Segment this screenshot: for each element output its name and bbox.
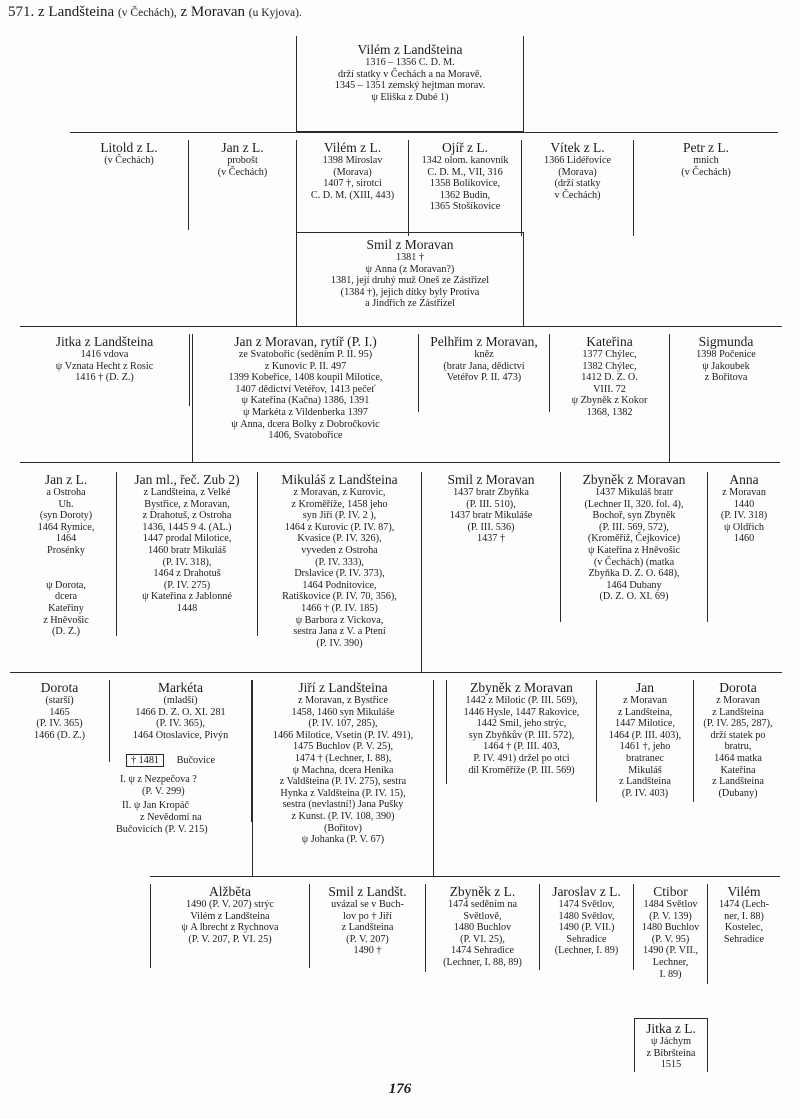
person-details: ψ Jáchym z Bibršteina 1515 — [646, 1036, 696, 1071]
person-name: Petr z L. — [682, 140, 730, 155]
person-name: Vilém z L. — [323, 140, 382, 155]
person-details: uvázal se v Buch- lov po † Jiří z Landšteina (P. V. 207) 1490 † — [331, 899, 404, 957]
person-box-dorota-starsi — [10, 680, 110, 762]
person-box-jan-ostroha — [20, 472, 112, 672]
person-box-smil-1437 — [422, 472, 560, 562]
marketa-marriage-2-ref — [116, 824, 208, 836]
person-name: Smil z Landšt. — [328, 884, 407, 899]
person-name: Jitka z L. — [646, 1021, 696, 1036]
person-name: Anna — [729, 472, 759, 487]
person-details: 1474 (Lech- ner, I. 88) Kostelec, Sehradice — [718, 899, 770, 945]
marriage-ref: Bučovicích (P. V. 215) — [116, 824, 208, 835]
person-details: z Moravan z Landšteina, 1447 Milotice, 1464 (P. III. 403), 1461 †, jeho bratranec Mikuláš z Landšteina (P. IV. 403) — [608, 695, 682, 799]
person-name: Mikuláš z Landšteina — [281, 472, 398, 487]
person-details: 1377 Chýlec, 1382 Chýlec, 1412 D. Z. O. VIII. 72 ψ Zbyněk z Kokor 1368, 1382 — [571, 349, 648, 418]
person-box-zbynek-1442 — [446, 680, 596, 784]
person-box-vilem-z-landsteina — [296, 36, 524, 132]
person-box-mikulas — [258, 472, 422, 672]
person-box-anna — [708, 472, 780, 572]
person-box-jaroslav — [540, 884, 634, 970]
person-details: mnich (v Čechách) — [681, 155, 731, 178]
person-name: Alžběta — [209, 884, 251, 899]
person-details: 1437 Mikuláš bratr (Lechner II, 320. fol. 4), Bochoř, syn Zbyněk (P. III. 569, 572), (Kroměříž, Čejkovice) ψ Kateřina z Hněvošic (v Čechách) (matka Zbyňka D. Z. O. 648), 1464 Dubany (D. Z. O. XI. 69) — [584, 487, 684, 603]
person-details: ze Svatobořic (seděním P. II. 95) z Kunovic P. II. 497 1399 Kobeřice, 1408 koupil Milotice, 1407 dědictví Vetéřov, 1413 pečeť ψ Kateřina (Kačna) 1386, 1391 ψ Markéta z Vildenberka 1397 ψ Anna, dcera Bolky z Dobročkovic 1406, Svatobořice — [228, 349, 383, 442]
person-details: z Landšteina, z Velké Bystřice, z Moravan, z Drahotuš, z Ostroha 1436, 1445 9 4. (AL.) 1447 prodal Milotice, 1460 bratr Mikuláš (P. IV. 318), 1464 z Drahotuš (P. IV. 275) ψ Kateřina z Jablonné 1448 — [142, 487, 232, 614]
page-heading — [8, 4, 302, 21]
person-name: Zbyněk z Moravan — [582, 472, 686, 487]
person-name: Smil z Moravan — [366, 237, 454, 252]
person-name: Smil z Moravan — [447, 472, 535, 487]
person-details: 1490 (P. V. 207) strýc Vilém z Landšteina ψ A lbrecht z Rychnova (P. V. 207, P. VI. 25) — [181, 899, 279, 945]
person-box-vitek — [522, 140, 634, 236]
person-details: 1342 olom. kanovník C. D. M., VII, 316 1358 Bolíkovice, 1362 Budin, 1365 Stošíkovice — [421, 155, 509, 213]
person-name: Jan z L. — [44, 472, 88, 487]
person-details: z Moravan z Landšteina (P. IV. 285, 287), drží statek po bratru, 1464 matka Kateřina z Landšteina (Dubany) — [703, 695, 773, 799]
person-details: probošt (v Čechách) — [217, 155, 268, 178]
person-name: Jan — [636, 680, 654, 695]
person-box-katerina — [550, 334, 670, 462]
person-details: 1442 z Milotic (P. III. 569), 1446 Hysle, 1447 Rakovice, 1442 Smil, jeho strýc, syn Zbyňkův (P. III. 572), 1464 † (P. III. 403, P. IV. 491) držel po otci díl Kroměříže (P. III. 569) — [463, 695, 580, 776]
marketa-marriage-1-ref — [142, 786, 185, 798]
connector-line — [150, 876, 780, 877]
person-details: 1474 seděním na Světlově, 1480 Buchlov (P. VI. 25), 1474 Sehradice (Lechner, I. 88, 89) — [443, 899, 522, 968]
person-name: Litold z L. — [100, 140, 158, 155]
marketa-marriage-2 — [122, 800, 189, 812]
person-box-ojir — [408, 140, 522, 236]
person-details: (mladší) 1466 D. Z. O. XI. 281 (P. IV. 365), 1464 Otoslavice, Pivýn — [132, 695, 229, 741]
person-details: z Moravan, z Kurovic, z Kroměříže, 1458 jeho syn Jiří (P. IV. 2 ), 1464 z Kurovic (P. IV. 87), Kvasice (P. IV. 326), vyveden z Ostroha (P. IV. 333), Drslavice (P. IV. 373), 1464 Podnitovice, Ratiškovice (P. IV. 70, 356), 1466 † (P. IV. 185) ψ Barbora z Vickova, sestra Jana z V. a Ptení (P. IV. 390) — [282, 487, 397, 649]
family-name-1: z Landšteina — [38, 4, 115, 20]
person-details: (v Čechách) — [104, 155, 154, 166]
person-name: Jiří z Landšteina — [298, 680, 388, 695]
person-box-dorota-1464 — [694, 680, 782, 802]
person-box-smil-1381 — [296, 232, 524, 326]
person-box-jitka-1515 — [634, 1018, 708, 1072]
person-box-petr — [634, 140, 778, 200]
person-details: 1398 Miroslav (Morava) 1407 †, sirotci C. D. M. (XIII, 443) — [310, 155, 395, 201]
person-box-pelhrim — [418, 334, 550, 412]
person-box-jitka — [20, 334, 190, 406]
marriage-ref: (P. V. 299) — [142, 786, 185, 797]
person-name: Markéta — [158, 680, 203, 695]
person-box-sigmunda — [670, 334, 782, 404]
person-name: Kateřina — [586, 334, 633, 349]
person-name: Jitka z Landšteina — [55, 334, 154, 349]
page-number: 176 — [388, 1081, 412, 1097]
person-box-jan-1447 — [596, 680, 694, 802]
death-place: Bučovice — [176, 755, 216, 766]
person-name: Sigmunda — [698, 334, 754, 349]
marriage-line: z Nevědomí na — [140, 812, 202, 823]
person-details: (starší) 1465 (P. IV. 365) 1466 (D. Z.) — [34, 695, 85, 741]
person-name: Vilém z Landšteina — [357, 42, 463, 57]
person-box-vilem-gen2 — [296, 140, 408, 232]
marketa-marriage-2-place — [140, 812, 202, 824]
marriage-line: II. ψ Jan Kropáč — [122, 800, 189, 811]
person-name: Dorota — [40, 680, 79, 695]
family-place-1: (v Čechách), — [117, 7, 177, 19]
connector-line — [20, 462, 780, 463]
person-box-vilem-1474 — [708, 884, 780, 964]
person-details: 1316 – 1356 C. D. M. drží statky v Čechách a na Moravě. 1345 – 1351 zemský hejtman morav. ψ Eliška z Dubé 1) — [334, 57, 486, 103]
person-name: Jan z Moravan, rytíř (P. I.) — [234, 334, 377, 349]
marriage-line: I. ψ z Nezpečova ? — [120, 774, 197, 785]
person-details: 1398 Počenice ψ Jakoubek z Bořitova — [696, 349, 756, 384]
person-name: Jan ml., řeč. Zub 2) — [134, 472, 240, 487]
person-box-jan-zub — [116, 472, 258, 636]
person-name: Ojíř z L. — [441, 140, 489, 155]
person-details: kněz (bratr Jana, dědictví Vetéřov P. II. 473) — [443, 349, 525, 384]
person-details: a Ostroha Uh. (syn Doroty) 1464 Rymice, 1464 Prosénky ψ Dorota, dcera Kateřiny z Hněvošic (D. Z.) — [37, 487, 95, 638]
person-details: 1474 Světlov, 1480 Světlov, 1490 (P. VII.) Sehradice (Lechner, I. 89) — [554, 899, 619, 957]
person-name: Ctibor — [653, 884, 688, 899]
connector-line — [20, 326, 782, 327]
table-number: 571. — [8, 4, 35, 20]
person-box-smil-landst — [310, 884, 426, 972]
person-box-jan-rytir — [192, 334, 418, 462]
person-box-litold — [70, 140, 188, 200]
marketa-death-mark — [126, 755, 215, 767]
person-name: Zbyněk z Moravan — [470, 680, 573, 695]
person-name: Jaroslav z L. — [552, 884, 621, 899]
connector-line — [70, 132, 778, 133]
person-box-zbynek-1437 — [560, 472, 708, 622]
person-box-jiri — [252, 680, 434, 876]
person-name: Zbyněk z L. — [449, 884, 516, 899]
person-name: Vítek z L. — [550, 140, 605, 155]
family-place-2: (u Kyjova). — [248, 7, 302, 19]
family-name-2: z Moravan — [180, 4, 246, 20]
person-box-ctibor — [634, 884, 708, 984]
person-details: z Moravan 1440 (P. IV. 318) ψ Oldřich 1460 — [720, 487, 768, 545]
connector-line — [10, 672, 782, 673]
person-details: z Moravan, z Bystřice 1458, 1460 syn Mikuláše (P. IV. 107, 285), 1466 Milotice, Vsetín (P. IV. 491), 1475 Buchlov (P. V. 25), 1474 † (Lechner, I. 88), ψ Machna, dcera Henika z Valdšteina (P. IV. 275), sestra Hynka z Valdšteina (P. IV. 15), sestra (nevlastní!) Jana Pušky z Kunst. (P. IV. 108, 390) (Bořitov) ψ Johanka (P. V. 67) — [272, 695, 414, 846]
person-box-jan-probost — [188, 140, 296, 230]
person-name: Jan z L. — [221, 140, 264, 155]
person-details: 1381 † ψ Anna (z Moravan?) 1381, její druhý muž Oneš ze Zástřizel (1384 †), jejich dítky byly Protiva a Jindřich ze Zástřizel — [330, 252, 490, 310]
marketa-marriage-1 — [120, 774, 197, 786]
person-details: 1484 Světlov (P. V. 139) 1480 Buchlov (P. V. 95) 1490 (P. VII., Lechner, I. 89) — [641, 899, 700, 980]
person-name: Pelhřim z Moravan, — [430, 334, 538, 349]
person-name: Vilém — [727, 884, 761, 899]
death-year-box: † 1481 — [126, 754, 164, 767]
person-details: 1437 bratr Zbyňka (P. III. 510), 1437 bratr Mikuláše (P. III. 536) 1437 † — [449, 487, 533, 545]
person-box-zbynek-1474 — [426, 884, 540, 970]
person-name: Dorota — [719, 680, 757, 695]
person-box-alzbeta — [150, 884, 310, 968]
person-details: 1416 vdova ψ Vznata Hecht z Rosic 1416 † (D. Z.) — [55, 349, 154, 384]
person-details: 1366 Lidéřovice (Morava) (drží statky v Čechách) — [543, 155, 612, 201]
